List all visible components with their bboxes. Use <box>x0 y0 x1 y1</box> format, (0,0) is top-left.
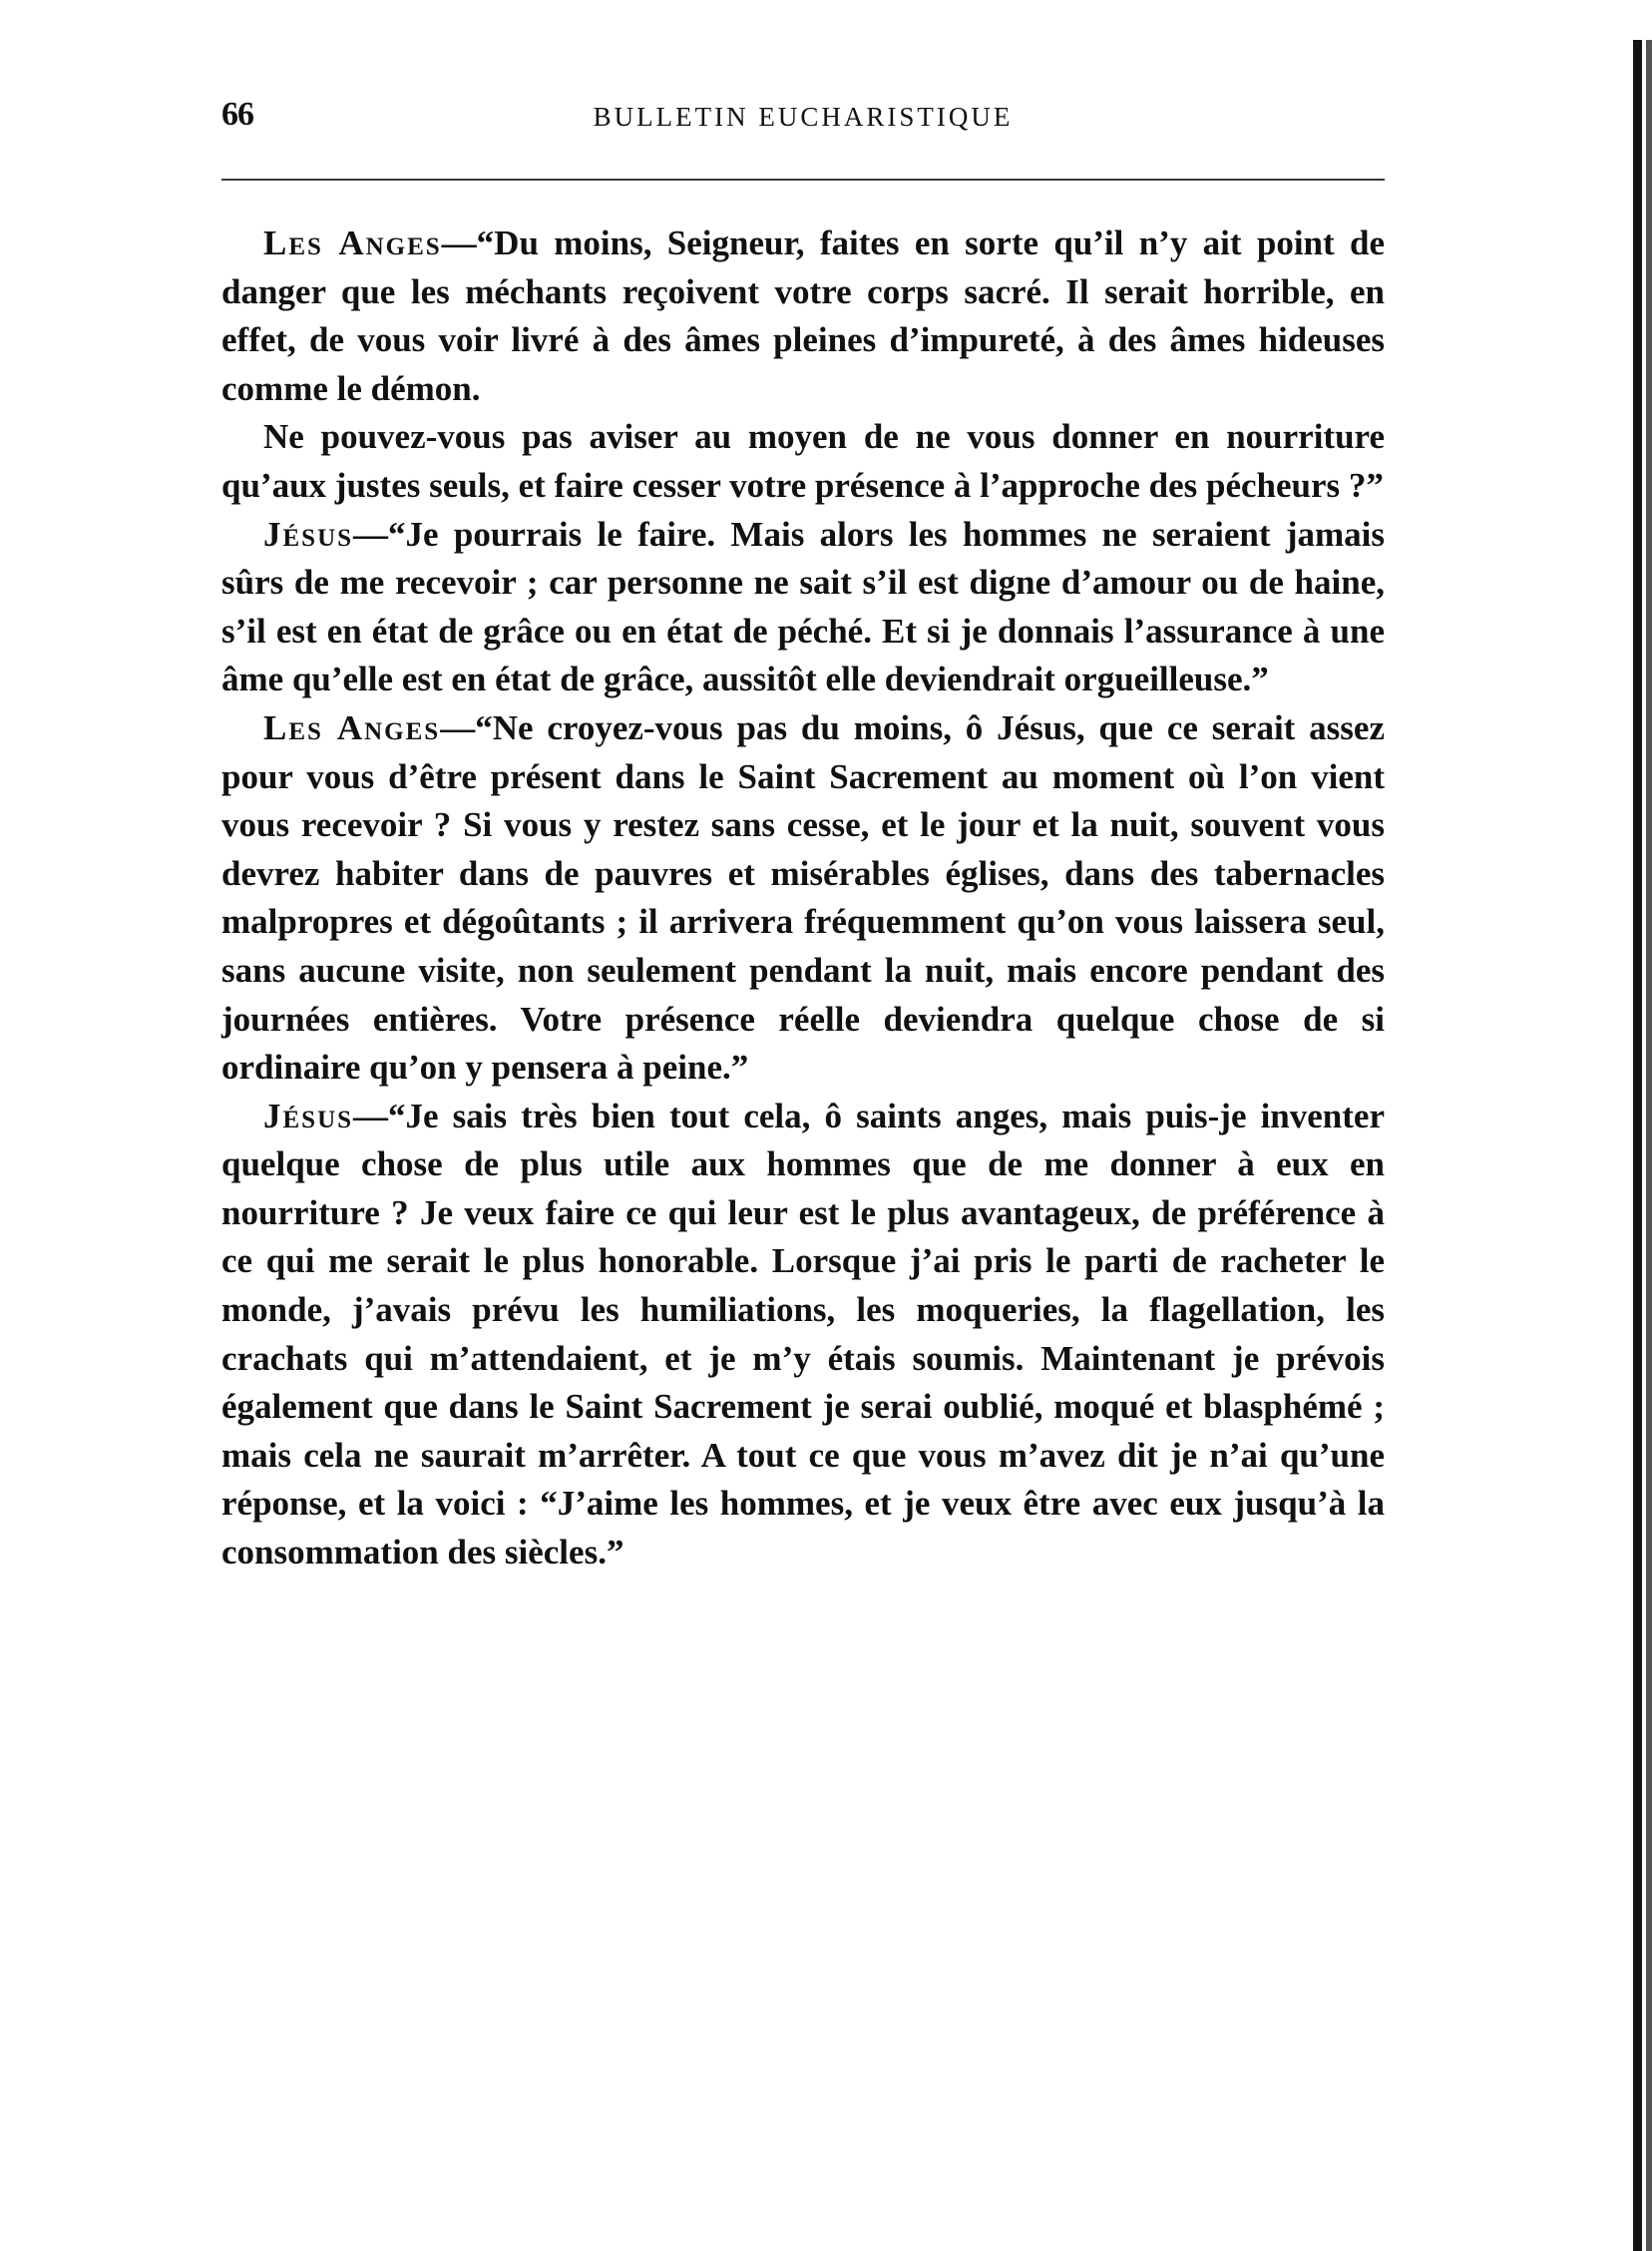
speaker-dash: — <box>353 1096 389 1135</box>
paragraph <box>221 220 1385 413</box>
paragraph-text: “Ne croyez-vous pas du moins, ô Jésus, que ce serait assez pour vous d’être présent dans le Saint Sacrement au moment où l’on vient vous recevoir ? Si vous y restez sans cesse, et le jour et la nuit, souvent vous devrez habiter dans de pauvres et misérables églises, dans des tabernacles malpropres et dégoûtants ; il arrivera fréquemment qu’on vous laissera seul, sans aucune visite, non seulement pendant la nuit, mais encore pendant des journées entières. Votre présence réelle deviendra quelque chose de si ordinaire qu’on y pensera à peine.” <box>221 707 1385 1088</box>
speaker-name: Jésus <box>263 1096 354 1135</box>
paragraph-text: “Je sais très bien tout cela, ô saints anges, mais puis-je inventer quelque chose de plus utile aux hommes que de me donner à eux en nourriture ? Je veux faire ce qui leur est le plus avantageux, de préférence à ce qui me serait le plus honorable. Lorsque j’ai pris le parti de racheter le monde, j’avais prévu les humiliations, les moqueries, la flagellation, les crachats qui m’attendaient, et je m’y étais soumis. Maintenant je prévois également que dans le Saint Sacrement je serai oublié, moqué et blasphémé ; mais cela ne saurait m’arrêter. A tout ce que vous m’avez dit je n’ai qu’une réponse, et la voici : “J’aime les hommes, et je veux être avec eux jusqu’à la consommation des siècles.” <box>221 1096 1385 1573</box>
page-number: 66 <box>221 96 253 133</box>
paragraph <box>221 413 1385 510</box>
paragraph <box>221 1093 1385 1577</box>
speaker-dash: — <box>353 514 389 554</box>
speaker-name: Les Anges <box>263 707 441 747</box>
running-title: BULLETIN EUCHARISTIQUE <box>593 102 1014 132</box>
paragraph-text: “Je pourrais le faire. Mais alors les hommes ne seraient jamais sûrs de me recevoir ; car personne ne sait s’il est digne d’amour ou de haine, s’il est en état de grâce ou en état de péché. Et si je donnais l’assurance à une âme qu’elle est en état de grâce, aussitôt elle deviendrait orgueilleuse.” <box>221 514 1385 699</box>
header-rule <box>221 179 1385 181</box>
speaker-dash: — <box>440 707 476 747</box>
paragraph-text: Ne pouvez-vous pas aviser au moyen de ne vous donner en nourriture qu’aux justes seuls, et faire cesser votre présence à l’approche des pécheurs ?” <box>221 417 1385 505</box>
page-edge <box>1633 40 1642 2251</box>
page-header <box>221 96 1385 140</box>
page-shadow <box>1646 40 1652 2251</box>
paragraph <box>221 511 1385 704</box>
speaker-name: Jésus <box>263 514 354 554</box>
speaker-name: Les Anges <box>263 224 442 262</box>
body-text <box>221 220 1385 1577</box>
paragraph <box>221 704 1385 1093</box>
paragraph-text: “Du moins, Seigneur, faites en sorte qu’il n’y ait point de danger que les méchants reçoivent votre corps sacré. Il serait horrible, en effet, de vous voir livré à des âmes pleines d’impureté, à des âmes hideuses comme le démon. <box>221 224 1385 408</box>
speaker-dash: — <box>441 224 477 262</box>
